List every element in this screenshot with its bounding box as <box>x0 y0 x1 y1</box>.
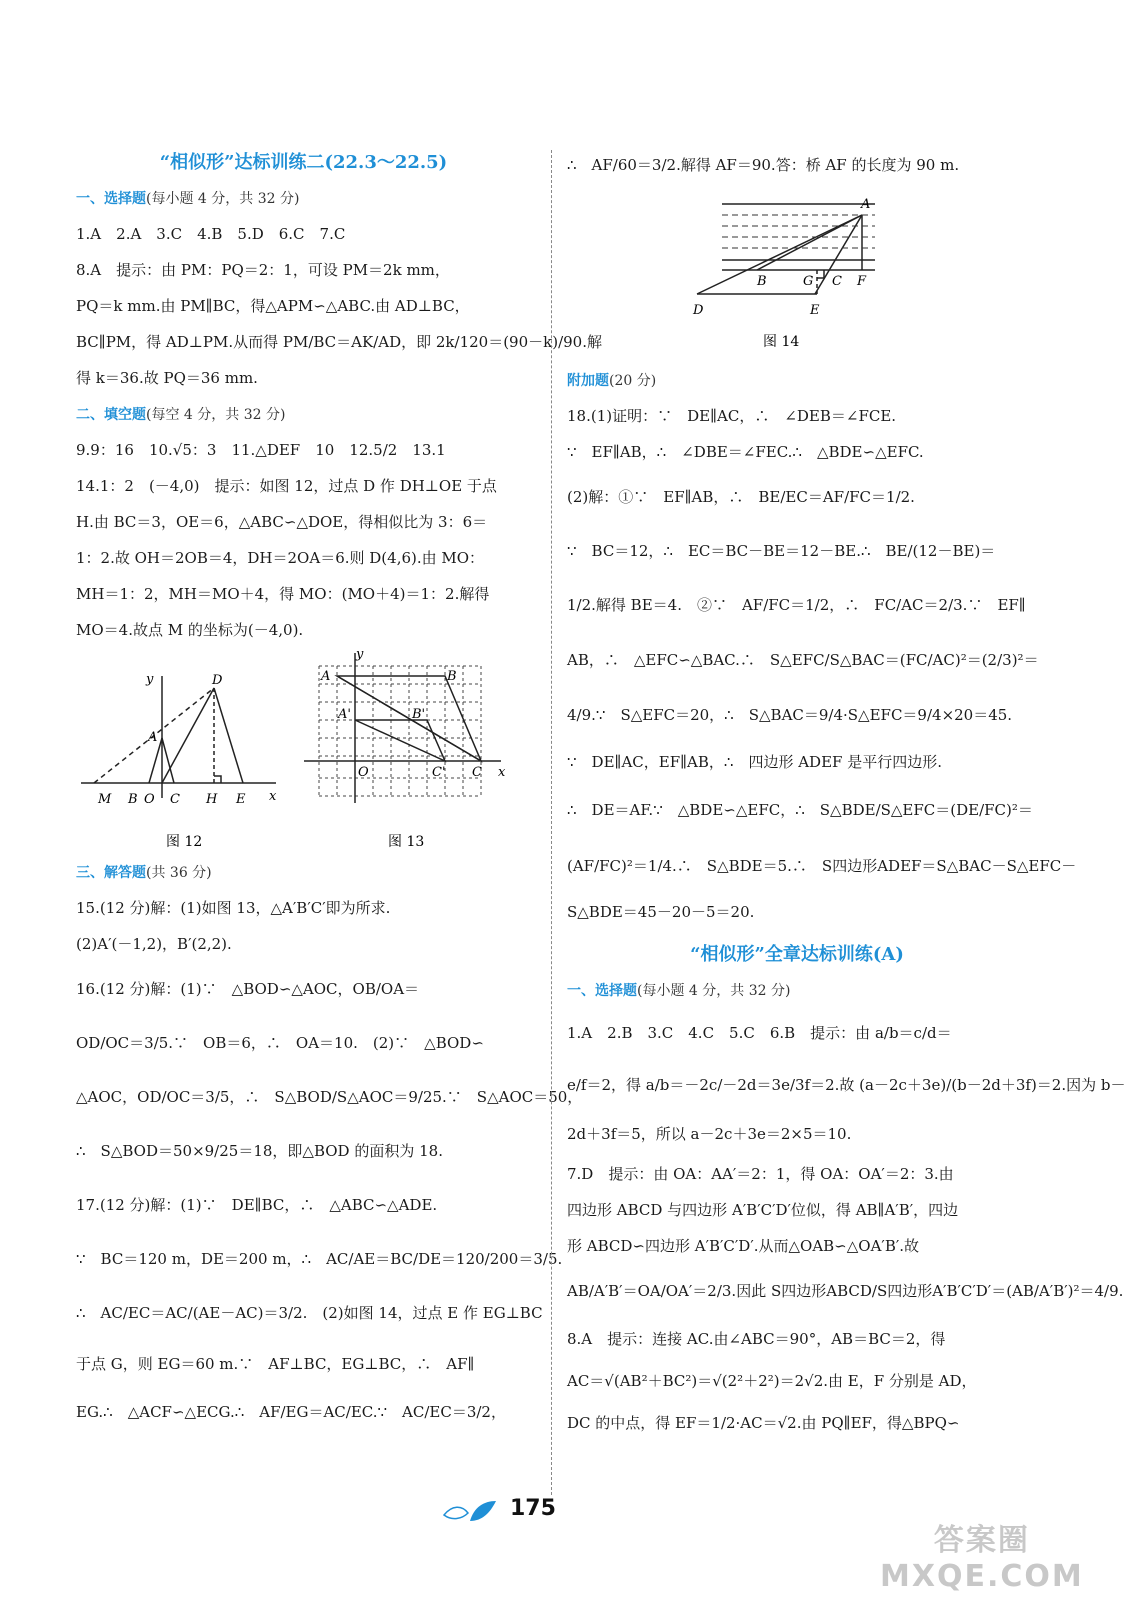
answer-line: ∵ EF∥AB，∴ ∠DBE＝∠FEC.∴ △BDE∽△EFC. <box>567 443 924 461</box>
section-heading-choice <box>76 188 531 208</box>
figure-13-caption: 图 13 <box>388 834 425 850</box>
section-heading-bonus <box>567 370 1027 390</box>
fig13-label: A' <box>338 707 351 722</box>
section-title: “相似形”全章达标训练(A) <box>690 944 904 965</box>
answer-line: MH＝1：2，MH＝MO＋4，得 MO：(MO＋4)＝1：2.解得 <box>76 585 490 603</box>
answer-line: 2d＋3f＝5，所以 a－2c＋3e＝2×5＝10. <box>567 1125 852 1143</box>
answer-line: 4/9.∵ S△EFC＝20，∴ S△BAC＝9/4·S△EFC＝9/4×20＝45. <box>567 706 1013 724</box>
fig14-label: E <box>810 303 820 318</box>
answer-line: 16.(12 分)解：(1)∵ △BOD∽△AOC，OB/OA＝ <box>76 980 420 998</box>
fig13-label: B <box>447 669 457 684</box>
section-head: 二、填空题 <box>76 407 146 423</box>
answer-line: 1/2.解得 BE＝4. ②∵ AF/FC＝1/2，∴ FC/AC＝2/3.∵ EF∥ <box>567 596 1026 614</box>
fig14-label: B <box>757 274 767 289</box>
answer-line: 17.(12 分)解：(1)∵ DE∥BC，∴ △ABC∽△ADE. <box>76 1196 438 1214</box>
fig14-label: C <box>832 274 842 289</box>
fig13-label: C <box>472 765 482 780</box>
answer-line: e/f＝2，得 a/b＝－2c/－2d＝3e/3f＝2.故 (a－2c＋3e)/(b－2d＋3f)＝2.因为 b－ <box>567 1076 1125 1094</box>
fig14-label: F <box>857 274 867 289</box>
answer-line: OD/OC＝3/5.∵ OB＝6，∴ OA＝10. (2)∵ △BOD∽ <box>76 1034 484 1052</box>
fig12-label: D <box>212 673 223 688</box>
answer-line: 得 k＝36.故 PQ＝36 mm. <box>76 369 258 387</box>
fig12-label: C <box>170 792 180 807</box>
answer-line: 9.9：16 10.√5：3 11.△DEF 10 12.5/2 13.1 <box>76 441 446 459</box>
answer-line: 1：2.故 OH＝2OB＝4，DH＝2OA＝6.则 D(4,6).由 MO： <box>76 549 485 567</box>
answer-line: (2)解：①∵ EF∥AB，∴ BE/EC＝AF/FC＝1/2. <box>567 488 915 506</box>
figure-14-diagram <box>567 190 1027 350</box>
section-note: (每小题 4 分，共 32 分) <box>146 191 300 207</box>
answer-line: 14.1：2 (－4,0) 提示：如图 12，过点 D 作 DH⊥OE 于点 <box>76 477 497 495</box>
right-column <box>567 140 1125 1444</box>
section-note: (每空 4 分，共 32 分) <box>146 407 286 423</box>
answer-line: 8.A 提示：由 PM：PQ＝2：1，可设 PM＝2k mm， <box>76 261 450 279</box>
answer-line: 7.D 提示：由 OA：AA′＝2：1，得 OA：OA′＝2：3.由 <box>567 1165 954 1183</box>
section-head: 一、选择题 <box>76 191 146 207</box>
answer-line: S△BDE＝45－20－5＝20. <box>567 903 755 921</box>
figure-12-13-diagram <box>76 648 531 848</box>
column-divider <box>551 150 552 1495</box>
answer-line: MO＝4.故点 M 的坐标为(－4,0). <box>76 621 304 639</box>
fig13-label: C' <box>432 765 446 780</box>
section-heading-solve <box>76 862 531 882</box>
fig12-label: x <box>269 789 277 804</box>
figures-row <box>76 648 531 848</box>
answer-line: ∴ AF/60＝3/2.解得 AF＝90.答：桥 AF 的长度为 90 m. <box>567 156 960 174</box>
answer-line: △AOC，OD/OC＝3/5，∴ S△BOD/S△AOC＝9/25.∵ S△AOC＝50， <box>76 1088 583 1106</box>
section-note: (共 36 分) <box>146 865 212 881</box>
section-heading-fill <box>76 404 531 424</box>
leaf-ornament-icon <box>440 1497 500 1527</box>
section-title: “相似形”达标训练二(22.3～22.5) <box>159 152 448 173</box>
answer-line: ∵ DE∥AC，EF∥AB，∴ 四边形 ADEF 是平行四边形. <box>567 753 942 771</box>
answer-line: ∵ BC＝12，∴ EC＝BC－BE＝12－BE.∴ BE/(12－BE)＝ <box>567 542 996 560</box>
page-number: 175 <box>510 1496 556 1521</box>
answer-line: DC 的中点，得 EF＝1/2·AC＝√2.由 PQ∥EF，得△BPQ∽ <box>567 1414 960 1432</box>
fig12-label: M <box>98 792 112 807</box>
figure-14-caption: 图 14 <box>763 334 800 350</box>
fig13-label: A <box>321 669 331 684</box>
answer-line: ∵ BC＝120 m，DE＝200 m，∴ AC/AE＝BC/DE＝120/200＝3/5. <box>76 1250 563 1268</box>
section-head: 附加题 <box>567 373 609 389</box>
answer-line: ∴ S△BOD＝50×9/25＝18，即△BOD 的面积为 18. <box>76 1142 443 1160</box>
section-note: (每小题 4 分，共 32 分) <box>637 983 791 999</box>
answer-line: 8.A 提示：连接 AC.由∠ABC＝90°，AB＝BC＝2，得 <box>567 1330 946 1348</box>
fig12-label: y <box>146 672 154 687</box>
fig14-label: A <box>861 197 871 212</box>
fig14-label: G <box>803 274 814 289</box>
fig13-label: B' <box>412 707 426 722</box>
answer-line: 形 ABCD∽四边形 A′B′C′D′.从而△OAB∽△OA′B′.故 <box>567 1237 920 1255</box>
fig12-label: A <box>148 730 158 745</box>
answer-line: BC∥PM，得 AD⊥PM.从而得 PM/BC＝AK/AD，即 2k/120＝(90－k)/90.解 <box>76 333 602 351</box>
figure-12-caption: 图 12 <box>166 834 203 850</box>
answer-line: 18.(1)证明：∵ DE∥AC，∴ ∠DEB＝∠FCE. <box>567 407 897 425</box>
answer-line: 于点 G，则 EG＝60 m.∵ AF⊥BC，EG⊥BC，∴ AF∥ <box>76 1355 475 1373</box>
section-head: 一、选择题 <box>567 983 637 999</box>
answer-line: 四边形 ABCD 与四边形 A′B′C′D′位似，得 AB∥A′B′，四边 <box>567 1201 959 1219</box>
answer-line: AB/A′B′＝OA/OA′＝2/3.因此 S四边形ABCD/S四边形A′B′C′D′＝(AB/A′B′)²＝4/9. <box>567 1282 1124 1300</box>
answer-line: (2)A′(－1,2)，B′(2,2). <box>76 935 232 953</box>
answer-line: EG.∴ △ACF∽△ECG.∴ AF/EG＝AC/EC.∵ AC/EC＝3/2， <box>76 1403 506 1421</box>
fig13-label: O <box>358 765 369 780</box>
answer-line: AC＝√(AB²＋BC²)＝√(2²＋2²)＝2√2.由 E，F 分别是 AD， <box>567 1372 977 1390</box>
fig12-label: B <box>128 792 138 807</box>
fig13-label: y <box>356 647 364 662</box>
fig13-label: x <box>498 765 506 780</box>
answer-line: AB，∴ △EFC∽△BAC.∴ S△EFC/S△BAC＝(FC/AC)²＝(2/3)²＝ <box>567 651 1039 669</box>
answer-line: 1.A 2.B 3.C 4.C 5.C 6.B 提示：由 a/b＝c/d＝ <box>567 1024 952 1042</box>
answer-line: 15.(12 分)解：(1)如图 13，△A′B′C′即为所求. <box>76 899 391 917</box>
section-note: (20 分) <box>609 373 657 389</box>
section-heading-choice <box>567 980 1027 1000</box>
answer-line: ∴ AC/EC＝AC/(AE－AC)＝3/2. (2)如图 14，过点 E 作 EG⊥BC <box>76 1304 543 1322</box>
answer-line: 1.A 2.A 3.C 4.B 5.D 6.C 7.C <box>76 225 346 243</box>
fig12-label: H <box>206 792 218 807</box>
figure-14 <box>567 190 1027 350</box>
fig14-label: D <box>693 303 704 318</box>
answer-line: ∴ DE＝AF.∵ △BDE∽△EFC，∴ S△BDE/S△EFC＝(DE/FC)²＝ <box>567 801 1033 819</box>
answer-line: PQ＝k mm.由 PM∥BC，得△APM∽△ABC.由 AD⊥BC， <box>76 297 470 315</box>
answer-line: (AF/FC)²＝1/4.∴ S△BDE＝5.∴ S四边形ADEF＝S△BAC－S△EFC－ <box>567 857 1077 875</box>
section-head: 三、解答题 <box>76 865 146 881</box>
fig12-label: O <box>144 792 155 807</box>
answer-line: H.由 BC＝3，OE＝6，△ABC∽△DOE，得相似比为 3：6＝ <box>76 513 488 531</box>
fig12-label: E <box>236 792 246 807</box>
watermark: 答案圈 MXQE.COM <box>880 1523 1084 1594</box>
